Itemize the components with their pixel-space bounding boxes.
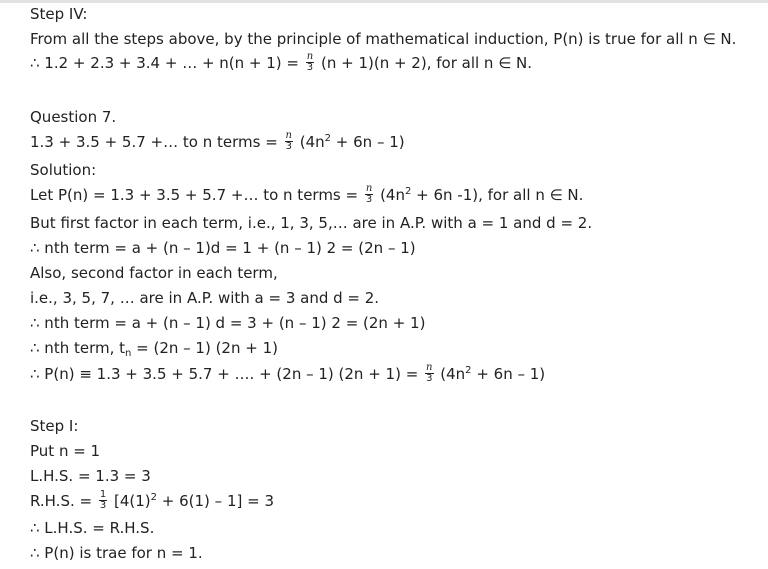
- solution-also: Also, second factor in each term,: [30, 264, 278, 282]
- question-heading: Question 7.: [30, 108, 117, 126]
- step1-equal: ∴ L.H.S. = R.H.S.: [30, 519, 155, 537]
- solution-nth-term-2: ∴ nth term = a + (n – 1) d = 3 + (n – 1) 2 = (2n + 1): [30, 314, 426, 332]
- formula-text: + 6n -1), for all n ∈ N.: [411, 186, 584, 204]
- formula-text: ∴ P(n) ≡ 1.3 + 3.5 + 5.7 + …. + (2n – 1) (2n + 1) =: [30, 365, 424, 383]
- formula-text: ∴ nth term, t: [30, 339, 126, 357]
- formula-text: (4n: [435, 365, 466, 383]
- fraction-numerator: n: [306, 51, 314, 62]
- formula-text: ∴ 1.2 + 2.3 + 3.4 + … + n(n + 1) =: [30, 54, 304, 72]
- solution-ie: i.e., 3, 5, 7, … are in A.P. with a = 3 and d = 2.: [30, 289, 380, 307]
- solution-heading: Solution:: [30, 161, 97, 179]
- fraction: [285, 131, 293, 152]
- fraction-numerator: n: [426, 362, 433, 373]
- fraction-denominator: 3: [285, 141, 292, 152]
- fraction-numerator: n: [285, 130, 292, 141]
- step1-rhs: [30, 491, 274, 512]
- formula-text: 1.3 + 3.5 + 5.7 +… to n terms =: [30, 133, 283, 151]
- fraction-denominator: 3: [365, 194, 373, 205]
- superscript: 2: [150, 492, 158, 503]
- formula-text: (4n: [375, 186, 405, 204]
- fraction: [99, 490, 107, 511]
- solution-let: [30, 185, 583, 206]
- step4-formula: [30, 53, 532, 74]
- formula-text: (4n: [294, 133, 325, 151]
- fraction-numerator: 1: [99, 489, 107, 500]
- step4-statement: From all the steps above, by the principle of mathematical induction, P(n) is true for all n ∈ N.: [30, 30, 737, 48]
- step1-conclusion: ∴ P(n) is trae for n = 1.: [30, 544, 203, 562]
- top-divider: [0, 0, 768, 3]
- solution-nth-term-1: ∴ nth term = a + (n – 1)d = 1 + (n – 1) 2 = (2n – 1): [30, 239, 416, 257]
- fraction: [425, 363, 433, 384]
- fraction-denominator: 3: [99, 500, 107, 511]
- question-statement: [30, 132, 405, 153]
- formula-text: (n + 1)(n + 2), for all n ∈ N.: [316, 54, 533, 72]
- fraction-denominator: 3: [306, 62, 314, 73]
- fraction-numerator: n: [365, 183, 373, 194]
- superscript: 2: [465, 365, 472, 376]
- step4-heading: Step IV:: [30, 5, 88, 23]
- subscript: n: [125, 348, 132, 359]
- formula-text: + 6n – 1): [331, 133, 405, 151]
- formula-text: Let P(n) = 1.3 + 3.5 + 5.7 +… to n terms =: [30, 186, 363, 204]
- formula-text: [4(1): [109, 492, 151, 510]
- fraction: [365, 184, 373, 205]
- step1-lhs: L.H.S. = 1.3 = 3: [30, 467, 151, 485]
- fraction-denominator: 3: [426, 373, 433, 384]
- formula-text: + 6(1) – 1] = 3: [157, 492, 274, 510]
- superscript: 2: [324, 133, 332, 144]
- superscript: 2: [404, 186, 412, 197]
- formula-text: + 6n – 1): [471, 365, 546, 383]
- step1-put: Put n = 1: [30, 442, 101, 460]
- formula-text: R.H.S. =: [30, 492, 97, 510]
- fraction: [306, 52, 314, 73]
- solution-pn: [30, 364, 545, 385]
- solution-tn: [30, 338, 278, 358]
- step1-heading: Step I:: [30, 417, 79, 435]
- formula-text: = (2n – 1) (2n + 1): [131, 339, 278, 357]
- solution-first-factor: But first factor in each term, i.e., 1, 3, 5,… are in A.P. with a = 1 and d = 2.: [30, 214, 593, 232]
